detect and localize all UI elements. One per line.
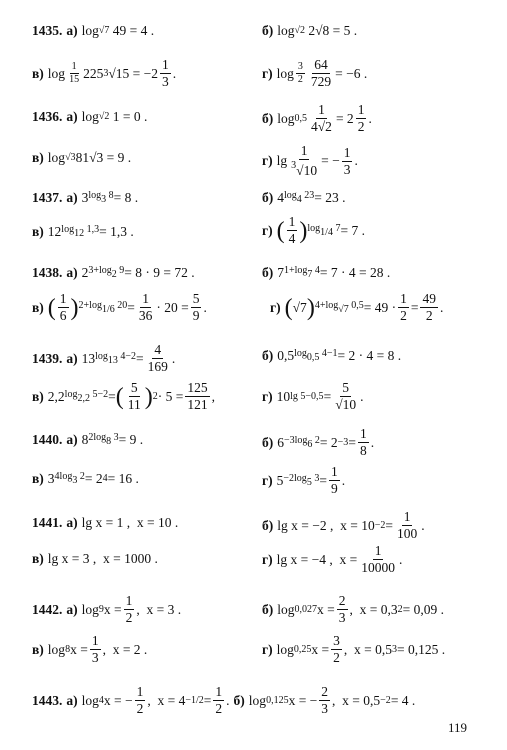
problem-1437-v: [32, 225, 134, 239]
expression: lg x = 3 , x = 1000 .: [47, 551, 158, 566]
item-label: а): [66, 515, 78, 530]
problem-1440-v: [32, 472, 139, 486]
item-label: г): [262, 153, 273, 169]
page-number: 119: [447, 720, 467, 735]
problem-1439-v: [32, 381, 215, 412]
problem-1438-g: [270, 292, 443, 323]
problem-number: 1441.: [32, 515, 63, 530]
item-label: г): [262, 641, 273, 657]
expression: log $\frac{1}{15}$ 225 3 √15 = −2 $\frac{1}{3}$ .: [47, 57, 177, 90]
expression: ( √7 ) $4+\log_{√7}$ 0,5 = 49 · $\frac{1}{2}$ = $\frac{49}{2}$ .: [284, 291, 444, 324]
expression: lg x = −4 , x = $\frac{1}{10000}$ .: [276, 543, 403, 576]
problem-1436-g: [262, 144, 358, 178]
item-label: г): [262, 472, 273, 488]
problem-1442-g: [262, 634, 445, 665]
item-label: в): [32, 551, 44, 566]
problem-number: 1443.: [32, 692, 63, 708]
expression: log 0,25 x = $\frac{3}{2}$ , x = 0,5 3 = 0,125 .: [276, 633, 446, 666]
expression: 7 $1+\log_7$ 4 = 7 · 4 = 28 .: [277, 265, 391, 281]
item-label: б): [233, 692, 245, 708]
expression: log 4 x = − $\frac{1}{2}$ , x = 4 −1/2 = $\frac{1}{2}$ .: [81, 684, 230, 717]
item-label: а): [66, 265, 78, 281]
expression: log √2 2√8 = 5 .: [277, 23, 358, 38]
expression: 6 $-3\log_6$ 2 = 2 −3 = $\frac{1}{8}$ .: [277, 426, 375, 459]
item-label: б): [262, 23, 274, 38]
problem-number: 1439.: [32, 350, 63, 366]
problem-number: 1436.: [32, 109, 63, 124]
problem-1435-a: [32, 24, 154, 38]
problem-number: 1440.: [32, 432, 63, 448]
problem-1436-a: [32, 110, 147, 124]
problem-number: 1442.: [32, 601, 63, 617]
item-label: г): [262, 551, 273, 567]
item-label: б): [262, 517, 274, 533]
problem-1443: [32, 685, 415, 716]
item-label: в): [32, 471, 44, 487]
item-label: а): [66, 350, 78, 366]
item-label: г): [262, 388, 273, 404]
problem-1438-v: [32, 292, 207, 323]
item-label: в): [32, 150, 44, 165]
item-label: в): [32, 641, 44, 657]
item-label: г): [262, 65, 273, 81]
item-label: б): [262, 348, 274, 364]
item-label: в): [32, 65, 44, 81]
problem-number: 1435.: [32, 23, 63, 38]
problem-1439-b: [262, 349, 401, 363]
expression: 12 $\log_{12} 1,3$ = 1,3 .: [47, 224, 134, 240]
expression: log 0,027 x = $\frac{2}{3}$ , x = 0,3 2 = 0,09 .: [277, 593, 445, 626]
expression: log √2 1 = 0 .: [81, 109, 148, 124]
expression: log 0,125 x = − $\frac{2}{3}$ , x = 0,5 −2 = 4 .: [248, 684, 416, 717]
expression: log √7 49 = 4 .: [81, 23, 155, 38]
problem-1436-b: [262, 103, 372, 134]
expression: 4 $\log_4 23$ = 23 .: [277, 190, 346, 206]
expression: lg $\frac{1}{^3√10}$ = − $\frac{1}{3}$ .: [276, 143, 358, 179]
item-label: г): [270, 299, 281, 315]
expression: ( $\frac{1}{6}$ ) $2+\log_{1/6}$ 20 = $\frac{1}{36}$ · 20 = $\frac{5}{9}$ .: [47, 291, 207, 324]
problem-1437-b: [262, 191, 346, 205]
expression: 2 $3+\log_2$ 9 = 8 · 9 = 72 .: [81, 265, 195, 281]
expression: log $\frac{3}{2}$ $\frac{64}{729}$ = −6 .: [276, 57, 368, 90]
item-label: б): [262, 434, 274, 450]
item-label: а): [66, 692, 78, 708]
problem-1438-b: [262, 266, 390, 280]
expression: log 9 x = $\frac{1}{2}$ , x = 3 .: [81, 593, 182, 626]
expression: 3 $4\log_3$ 2 = 2 4 = 16 .: [47, 471, 139, 487]
expression: 10 lg 5−0,5 = $\frac{5}{√10}$ .: [276, 380, 364, 413]
expression: 13 $\log_{13} 4-2$ = $\frac{4}{169}$ .: [81, 342, 176, 375]
problem-1442-a: [32, 594, 181, 625]
expression: log 8 x = $\frac{1}{3}$ , x = 2 .: [47, 633, 148, 666]
problem-1437-a: [32, 191, 138, 205]
item-label: а): [66, 601, 78, 617]
item-label: г): [262, 222, 273, 238]
expression: 5 $-2\log_5$ 3 = $\frac{1}{9}$ .: [276, 464, 346, 497]
expression: ( $\frac{1}{4}$ ) $\log_{1/4} 7$ = 7 .: [276, 214, 365, 247]
problem-number: 1437.: [32, 190, 63, 206]
problem-1435-g: [262, 58, 367, 89]
problem-1441-v: [32, 552, 158, 566]
expression: 8 $2\log_8$ 3 = 9 .: [81, 432, 144, 448]
item-label: б): [262, 110, 274, 126]
expression: 0,5 $\log_{0,5} 4-1$ = 2 · 4 = 8 .: [277, 348, 402, 364]
problem-1440-g: [262, 465, 345, 496]
item-label: б): [262, 265, 274, 281]
item-label: б): [262, 190, 274, 206]
problem-1435-v: [32, 58, 176, 89]
problem-1435-b: [262, 24, 357, 38]
expression: lg x = −2 , x = 10 −2 = $\frac{1}{100}$ .: [277, 509, 425, 542]
expression: lg x = 1 , x = 10 .: [81, 515, 179, 530]
problem-1440-a: [32, 433, 143, 447]
item-label: в): [32, 224, 44, 240]
problem-1439-g: [262, 381, 363, 412]
item-label: а): [66, 109, 78, 124]
problem-1442-v: [32, 634, 147, 665]
problem-1439-a: [32, 343, 175, 374]
problem-1442-b: [262, 594, 444, 625]
problem-1440-b: [262, 427, 374, 458]
expression: log √3 81√3 = 9 .: [47, 150, 132, 165]
item-label: б): [262, 601, 274, 617]
problem-number: 1438.: [32, 265, 63, 281]
expression: 2,2 $\log_{2,2} 5-2$ = ( $\frac{5}{11}$ ) 2 · 5 = $\frac{125}{121}$ ,: [47, 380, 215, 413]
problem-1436-v: [32, 151, 131, 165]
problem-1437-g: [262, 215, 365, 246]
problem-1441-b: [262, 510, 425, 541]
problem-1441-a: [32, 516, 178, 530]
item-label: а): [66, 432, 78, 448]
problem-1441-g: [262, 544, 402, 575]
item-label: в): [32, 299, 44, 315]
problem-1438-a: [32, 266, 195, 280]
expression: log 0,5 $\frac{1}{4√2}$ = 2 $\frac{1}{2}$ .: [277, 102, 372, 135]
item-label: а): [66, 23, 78, 38]
item-label: в): [32, 388, 44, 404]
expression: 3 $\log_3 8$ = 8 .: [81, 190, 139, 206]
item-label: а): [66, 190, 78, 206]
